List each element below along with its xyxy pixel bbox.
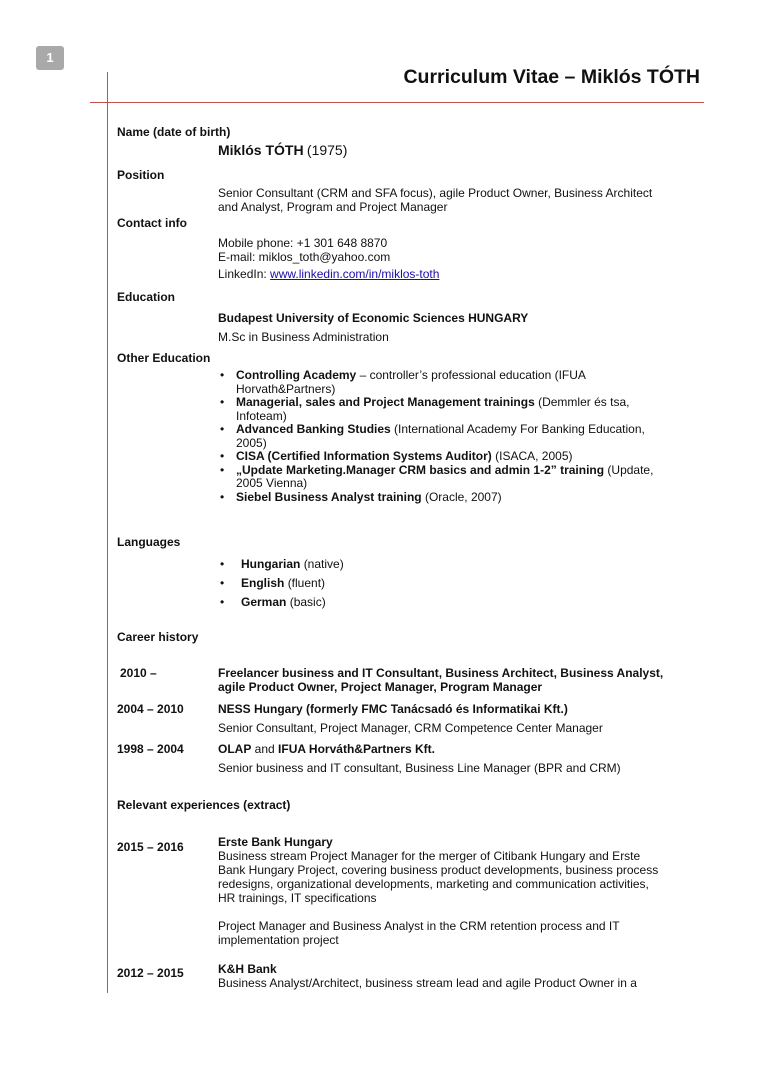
list-item: • „Update Marketing.Manager CRM basics and admin 1-2” training (Update, 2005 Vienna): [220, 462, 654, 490]
linkedin-label: LinkedIn:: [218, 267, 267, 281]
name-value: [218, 143, 698, 158]
list-item: • Siebel Business Analyst training (Oracle, 2007): [220, 489, 502, 504]
career-entry: Freelancer business and IT Consultant, Business Architect, Business Analyst, agile Product Owner, Project Manager, Program Manager: [218, 666, 664, 694]
university: Budapest University of Economic Sciences HUNGARY: [218, 311, 529, 325]
list-item: • CISA (Certified Information Systems Auditor) (ISACA, 2005): [220, 449, 573, 463]
list-item: • Managerial, sales and Project Management trainings (Demmler és tsa, Infoteam): [220, 395, 630, 423]
name-label: Name (date of birth): [117, 125, 231, 139]
degree: M.Sc in Business Administration: [218, 330, 389, 344]
experience-entry: K&H Bank Business Analyst/Architect, business stream lead and agile Product Owner in a: [218, 962, 698, 990]
list-item: • Advanced Banking Studies (International Academy For Banking Education, 2005): [220, 422, 645, 450]
bullet-icon: •: [220, 489, 225, 504]
person-name: Miklós TÓTH: [218, 142, 304, 158]
email: E-mail: miklos_toth@yahoo.com: [218, 250, 391, 264]
career-dates: 2004 – 2010: [117, 702, 184, 716]
phone: Mobile phone: +1 301 648 8870: [218, 236, 388, 250]
experience-dates: 2012 – 2015: [117, 966, 184, 980]
experience-entry: Erste Bank Hungary Business stream Project Manager for the merger of Citibank Hungary and Erste Bank Hungary Project, covering business product developments, business process redesigns, organizational developments, marketing and communication activities, HR trainings, IT specifications Project Manager and Business Analyst in the CRM retention process and IT implementation project: [218, 835, 698, 947]
other-education-label: Other Education: [117, 351, 211, 365]
birth-year: (1975): [306, 142, 348, 158]
career-dates: 2010 –: [120, 666, 157, 680]
education-label: Education: [117, 290, 176, 304]
document-title: Curriculum Vitae – Miklós TÓTH: [403, 66, 700, 88]
career-label: Career history: [117, 630, 199, 644]
list-item: • Hungarian (native): [218, 555, 698, 574]
other-education-list: [218, 369, 698, 504]
position-value: [218, 186, 698, 214]
bullet-icon: •: [220, 576, 225, 590]
position-line: Senior Consultant (CRM and SFA focus), agile Product Owner, Business Architect: [218, 186, 653, 200]
position-line: and Analyst, Program and Project Manager: [218, 200, 448, 214]
education-value: [218, 311, 698, 344]
contact-label: Contact info: [117, 216, 187, 230]
bullet-icon: •: [220, 462, 225, 477]
linkedin-link[interactable]: www.linkedin.com/in/miklos-toth: [270, 267, 440, 281]
list-item: • German (basic): [218, 593, 698, 612]
position-label: Position: [117, 168, 165, 182]
horizontal-rule: [90, 102, 704, 103]
bullet-icon: •: [220, 557, 225, 571]
career-entry: NESS Hungary (formerly FMC Tanácsadó és Informatikai Kft.) Senior Consultant, Project Manager, CRM Competence Center Manager: [218, 702, 603, 735]
career-entry: OLAP and IFUA Horváth&Partners Kft. Senior business and IT consultant, Business Line Manager (BPR and CRM): [218, 742, 621, 775]
linkedin-row: [218, 267, 698, 281]
career-dates: 1998 – 2004: [117, 742, 184, 756]
languages-label: Languages: [117, 535, 181, 549]
languages-list: [218, 555, 698, 612]
contact-value: [218, 236, 698, 281]
page-number-badge: 1: [36, 46, 64, 70]
bullet-icon: •: [220, 368, 225, 382]
experiences-label: Relevant experiences (extract): [117, 798, 291, 812]
bullet-icon: •: [220, 395, 225, 409]
bullet-icon: •: [220, 595, 225, 609]
experience-dates: 2015 – 2016: [117, 840, 184, 854]
experience-org: K&H Bank: [218, 962, 277, 976]
list-item: • Controlling Academy – controller’s professional education (IFUA Horvath&Partners): [220, 368, 586, 396]
bullet-icon: •: [220, 422, 225, 436]
bullet-icon: •: [220, 449, 225, 463]
vertical-rule: [107, 72, 108, 993]
list-item: • English (fluent): [218, 574, 698, 593]
experience-org: Erste Bank Hungary: [218, 835, 333, 849]
